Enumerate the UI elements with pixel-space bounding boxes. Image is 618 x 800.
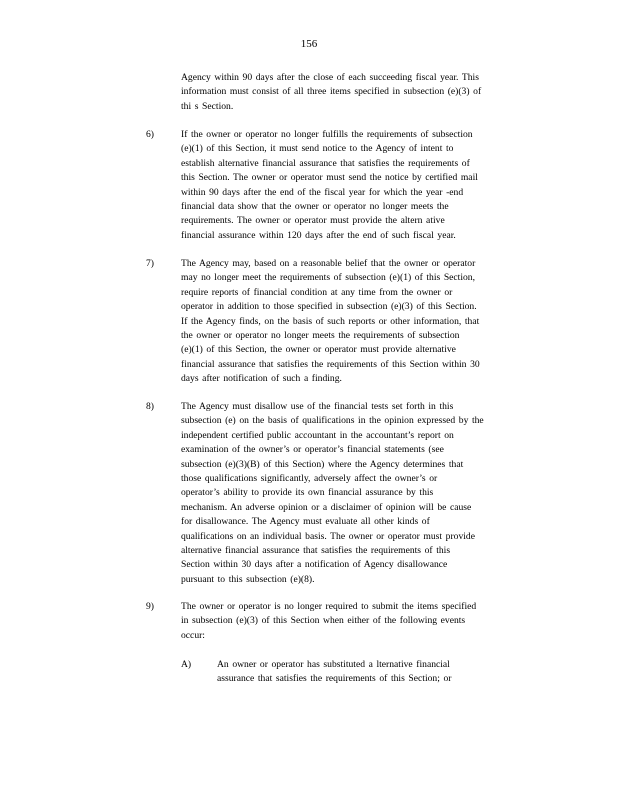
text-line: pursuant to this subsection (e)(8). <box>181 573 315 585</box>
text-line: the owner or operator no longer meets the requirements of subsection <box>181 329 460 341</box>
text-line: An owner or operator has substituted a lternative financial <box>217 659 450 670</box>
text-line: mechanism. An adverse opinion or a disclaimer of opinion will be cause <box>181 501 472 513</box>
text-line: require reports of financial condition at any time from the owner or <box>181 286 453 298</box>
text-line: for disallowance. The Agency must evaluate all other kinds of <box>181 516 430 528</box>
text-line: days after notification of such a finding. <box>181 373 342 385</box>
item-marker-9: 9) <box>146 601 154 612</box>
text-line: The owner or operator is no longer required to submit the items specified <box>181 601 477 612</box>
item-marker-6: 6) <box>146 129 154 140</box>
text-line: Section within 30 days after a notification of Agency disallowance <box>181 559 448 571</box>
text-line: subsection (e) on the basis of qualifications in the opinion expressed by the <box>181 415 484 427</box>
text-line: qualifications on an individual basis. The owner or operator must provide <box>181 530 475 542</box>
item-marker-7: 7) <box>146 258 154 269</box>
text-line: The Agency may, based on a reasonable belief that the owner or operator <box>181 258 476 269</box>
text-line: alternative financial assurance that satisfies the requirements of this <box>181 544 451 556</box>
text-line: this Section. The owner or operator must send the notice by certified mail <box>181 172 478 184</box>
item-marker-8: 8) <box>146 401 154 412</box>
text-line: independent certified public accountant in the accountant’s report on <box>181 429 454 441</box>
text-line: operator in addition to those specified in subsection (e)(3) of this Section. <box>181 301 477 313</box>
text-line: may no longer meet the requirements of subsection (e)(1) of this Section, <box>181 272 476 284</box>
text-line: operator’s ability to provide its own financial assurance by this <box>181 487 434 499</box>
text-line: Agency within 90 days after the close of each succeeding fiscal year. This <box>181 72 479 83</box>
item-8-paragraph <box>181 400 551 587</box>
item-9-paragraph <box>181 600 551 643</box>
subitem-marker-a: A) <box>181 659 192 670</box>
page-number: 156 <box>300 38 318 50</box>
text-line: occur: <box>181 629 205 641</box>
text-line: financial data show that the owner or operator no longer meets the <box>181 200 449 212</box>
text-line: within 90 days after the end of the fiscal year for which the year -end <box>181 186 464 198</box>
text-line: financial assurance within 120 days after the end of such fiscal year. <box>181 229 456 241</box>
text-line: those qualifications significantly, adversely affect the owner’s or <box>181 472 438 484</box>
text-line: thi s Section. <box>181 100 234 112</box>
text-line: subsection (e)(3)(B) of this Section) where the Agency determines that <box>181 458 464 470</box>
text-line: If the Agency finds, on the basis of such reports or other information, that <box>181 315 480 327</box>
subitem-a-paragraph <box>217 658 517 687</box>
text-line: information must consist of all three items specified in subsection (e)(3) of <box>181 86 482 98</box>
intro-paragraph <box>181 71 551 114</box>
text-line: examination of the owner’s or operator’s financial statements (see <box>181 444 444 456</box>
text-line: (e)(1) of this Section, it must send notice to the Agency of intent to <box>181 143 454 155</box>
text-line: financial assurance that satisfies the requirements of this Section within 30 <box>181 358 480 370</box>
text-line: If the owner or operator no longer fulfills the requirements of subsection <box>181 129 473 140</box>
text-line: establish alternative financial assurance that satisfies the requirements of <box>181 157 470 169</box>
text-line: The Agency must disallow use of the financial tests set forth in this <box>181 401 454 412</box>
text-line: requirements. The owner or operator must provide the altern ative <box>181 215 445 227</box>
item-7-paragraph <box>181 257 551 387</box>
text-line: in subsection (e)(3) of this Section when either of the following events <box>181 615 466 627</box>
text-line: (e)(1) of this Section, the owner or operator must provide alternative <box>181 344 456 356</box>
item-6-paragraph <box>181 128 551 243</box>
text-line: assurance that satisfies the requirements of this Section; or <box>217 673 452 685</box>
